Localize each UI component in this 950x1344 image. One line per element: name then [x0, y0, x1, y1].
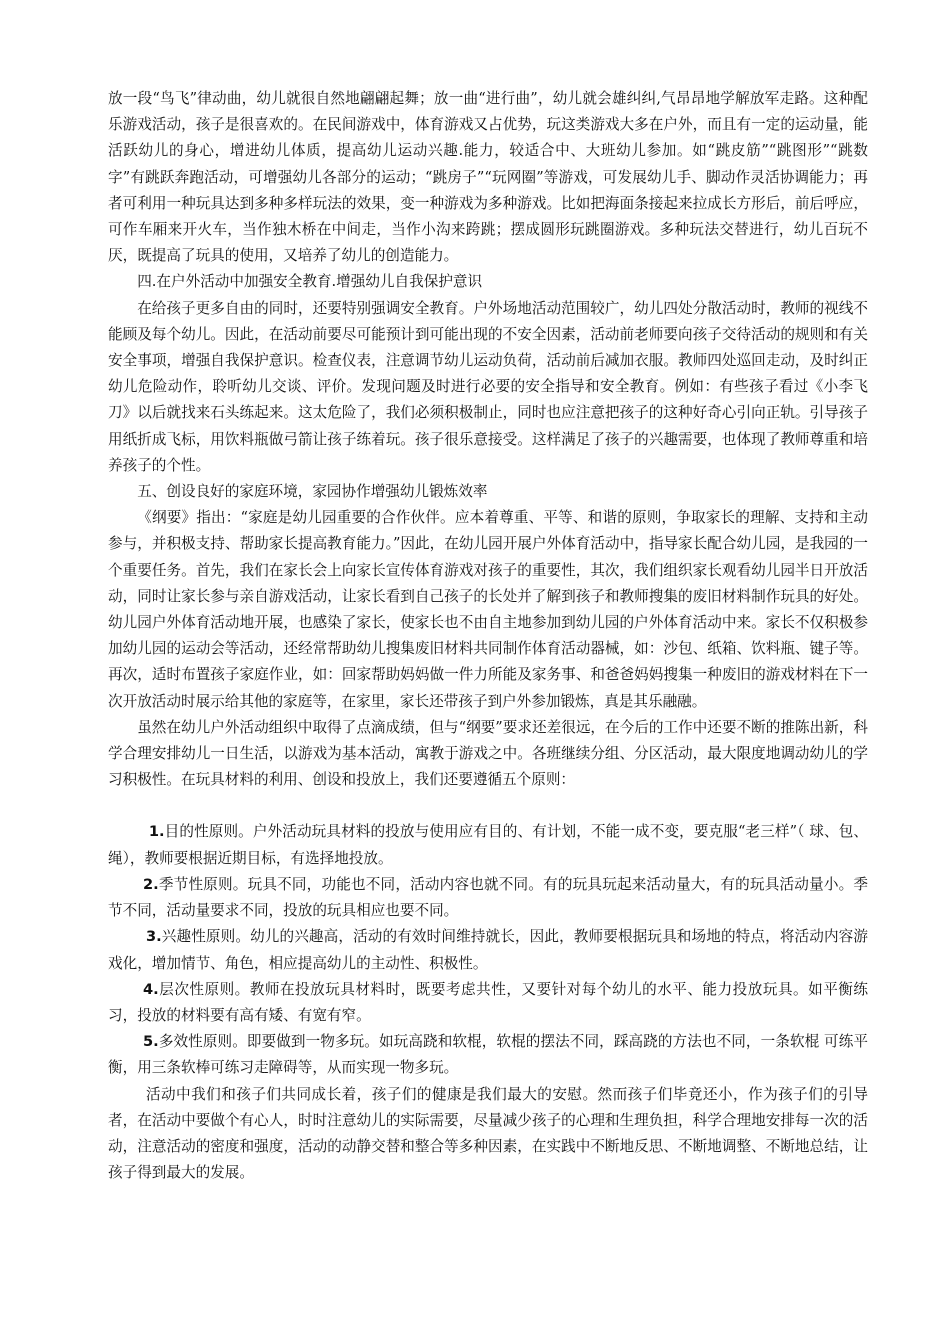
principle-text: 兴趣性原则。幼儿的兴趣高，活动的有效时间维持就长，因此，教师要根据玩具和场地的特点，将活动内容游戏化，增加情节、角色，相应提高幼儿的主动性、积极性。	[108, 928, 868, 972]
paragraph-closing: 活动中我们和孩子们共同成长着，孩子们的健康是我们最大的安慰。然而孩子们毕竟还小，作为孩子们的引导者，在活动中要做个有心人，时时注意幼儿的实际需要，尽量减少孩子的心理和生理负担，科学合理地安排每一次的活动，注意活动的密度和强度，活动的动静交替和整合等多种因素，在实践中不断地反思、不断地调整、不断地总结，让孩子得到最大的发展。	[108, 1085, 868, 1182]
principle-item	[108, 872, 868, 924]
principle-number: 4.	[143, 980, 159, 998]
principle-item	[108, 977, 868, 1029]
blank-line	[108, 793, 868, 819]
principle-text: 目的性原则。户外活动玩具材料的投放与使用应有目的、有计划，不能一成不变，要克服“老三样”（ 球、包、绳），教师要根据近期目标，有选择地投放。	[108, 823, 868, 867]
paragraph-music-games: 放一段“鸟飞”律动曲，幼儿就很自然地翩翩起舞；放一曲“进行曲”，幼儿就会雄纠纠,气昂昂地学解放军走路。这种配乐游戏活动，孩子是很喜欢的。在民间游戏中，体育游戏又占优势，玩这类游戏大多在户外，而且有一定的运动量，能活跃幼儿的身心，增进幼儿体质，提高幼儿运动兴趣.能力，较适合中、大班幼儿参加。如“跳皮筋”“跳图形”“跳数字”有跳跃奔跑活动，可增强幼儿各部分的运动；“跳房子”“玩网圈”等游戏，可发展幼儿手、脚动作灵活协调能力；再者可利用一种玩具达到多种多样玩法的效果，变一种游戏为多种游戏。比如把海面条接起来拉成长方形后，前后呼应，可作车厢来开火车，当作独木桥在中间走，当作小沟来跨跳；摆成圆形玩跳圈游戏。多种玩法交替进行，幼儿百玩不厌，既提高了玩具的使用，又培养了幼儿的创造能力。	[108, 90, 868, 265]
principle-number: 5.	[143, 1033, 159, 1051]
principle-item	[108, 924, 868, 976]
section-heading-4: 四.在户外活动中加强安全教育.增强幼儿自我保护意识	[137, 273, 483, 291]
principle-number: 1.	[148, 823, 165, 841]
section-heading-5: 五、创设良好的家庭环境，家园协作增强幼儿锻炼效率	[137, 483, 488, 501]
paragraph-safety: 在给孩子更多自由的同时，还要特别强调安全教育。户外场地活动范围较广，幼儿四处分散活动时，教师的视线不能顾及每个幼儿。因此，在活动前要尽可能预计到可能出现的不安全因素，活动前老师要向孩子交待活动的规则和有关安全事项，增强自我保护意识。检查仪表，注意调节幼儿运动负荷，活动前后减加衣服。教师四处巡回走动，及时纠正幼儿危险动作，聆听幼儿交谈、评价。发现问题及时进行必要的安全指导和安全教育。例如：有些孩子看过《小李飞刀》以后就找来石头练起来。这太危险了，我们必须积极制止，同时也应注意把孩子的这种好奇心引向正轨。引导孩子用纸折成飞标，用饮料瓶做弓箭让孩子练着玩。孩子很乐意接受。这样满足了孩子的兴趣需要，也体现了教师尊重和培养孩子的个性。	[108, 299, 868, 474]
principle-item	[108, 1029, 868, 1081]
principle-text: 季节性原则。玩具不同，功能也不同，活动内容也就不同。有的玩具玩起来活动量大，有的玩具活动量小。季节不同，活动量要求不同，投放的玩具相应也要不同。	[108, 875, 868, 920]
paragraph-summary: 虽然在幼儿户外活动组织中取得了点滴成绩，但与“纲要”要求还差很远，在今后的工作中还要不断的推陈出新，科学合理安排幼儿一日生活，以游戏为基本活动，寓教于游戏之中。各班继续分组、分区活动，最大限度地调动幼儿的学习积极性。在玩具材料的利用、创设和投放上，我们还要遵循五个原则：	[108, 718, 868, 789]
principle-text: 多效性原则。即要做到一物多玩。如玩高跷和软棍，软棍的摆法不同，踩高跷的方法也不同，一条软棍 可练平衡，用三条软棒可练习走障碍等，从而实现一物多玩。	[108, 1033, 868, 1077]
principle-text: 层次性原则。教师在投放玩具材料时，既要考虑共性，又要针对每个幼儿的水平、能力投放玩具。如平衡练习，投放的材料要有高有矮、有宽有窄。	[108, 980, 868, 1024]
principle-number: 3.	[145, 928, 162, 946]
principle-number: 2.	[143, 875, 159, 893]
paragraph-family: 《纲要》指出：“家庭是幼儿园重要的合作伙伴。应本着尊重、平等、和谐的原则，争取家长的理解、支持和主动参与，并积极支持、帮助家长提高教育能力。”因此，在幼儿园开展户外体育活动中，指导家长配合幼儿园，是我园的一个重要任务。首先，我们在家长会上向家长宣传体育游戏对孩子的重要性，其次，我们组织家长观看幼儿园半日开放活动，同时让家长参与亲自游戏活动，让家长看到自己孩子的长处并了解到孩子和教师搜集的废旧材料制作玩具的好处。幼儿园户外体育活动地开展，也感染了家长，使家长也不由自主地参加到幼儿园的户外体育活动中来。家长不仅积极参加幼儿园的运动会等活动，还经常帮助幼儿搜集废旧材料共同制作体育活动器械，如：沙包、纸箱、饮料瓶、键子等。再次，适时布置孩子家庭作业，如：回家帮助妈妈做一件力所能及家务事、和爸爸妈妈搜集一种废旧的游戏材料在下一次开放活动时展示给其他的家庭等，在家里，家长还带孩子到户外参加锻炼，真是其乐融融。	[108, 509, 868, 710]
document-body	[108, 86, 868, 1186]
principle-item	[108, 819, 868, 871]
